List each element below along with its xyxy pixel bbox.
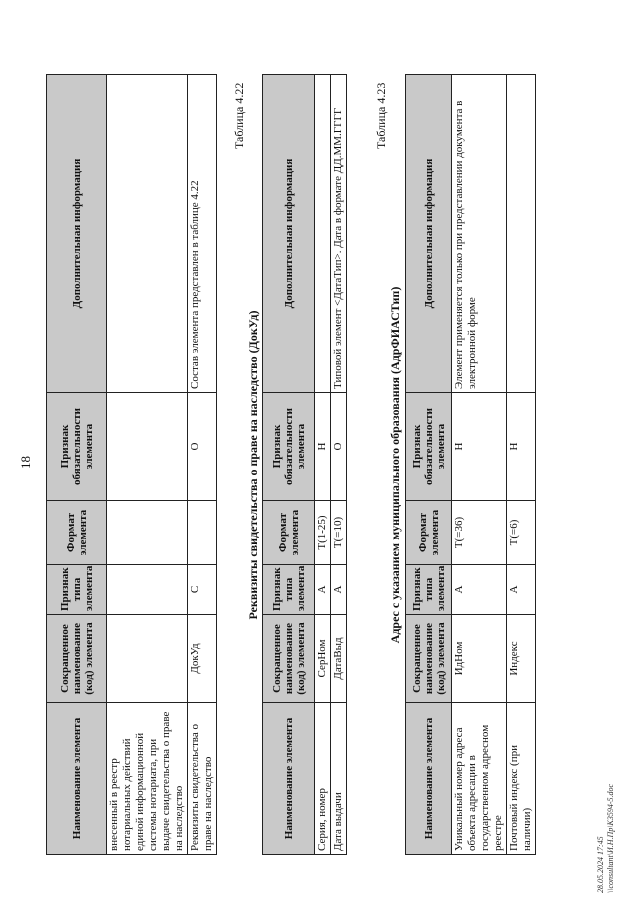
cell-type: А	[452, 565, 507, 615]
cell-name: Почтовый индекс (при наличии)	[507, 703, 536, 855]
footer-timestamp: 28.05.2024 17:45	[596, 836, 605, 893]
table-label-4-22: Таблица 4.22	[232, 82, 246, 149]
page-number: 18	[18, 456, 33, 469]
cell-info	[107, 75, 188, 393]
cell-required: О	[331, 393, 347, 501]
header-required: Признак обязательности элемента	[406, 393, 452, 501]
cell-required: О	[188, 393, 217, 501]
cell-code	[107, 615, 188, 703]
header-required: Признак обязательности элемента	[263, 393, 315, 501]
cell-code: СерНом	[315, 615, 331, 703]
document-footer	[596, 784, 616, 893]
table-4-21-continuation	[46, 74, 217, 855]
cell-required: Н	[315, 393, 331, 501]
cell-name: Реквизиты свидетельства о праве на наследство	[188, 703, 217, 855]
cell-required: Н	[507, 393, 536, 501]
cell-format: T(=6)	[507, 501, 536, 565]
table-label-4-23: Таблица 4.23	[374, 82, 388, 149]
cell-info: Состав элемента представлен в таблице 4.22	[188, 75, 217, 393]
table-row	[331, 75, 347, 855]
table-4-22	[262, 74, 347, 855]
header-name: Наименование элемента	[263, 703, 315, 855]
header-type: Признак типа элемента	[263, 565, 315, 615]
cell-code: ДатаВыд	[331, 615, 347, 703]
cell-code: Индекс	[507, 615, 536, 703]
table-row	[507, 75, 536, 855]
cell-type: А	[315, 565, 331, 615]
cell-type: С	[188, 565, 217, 615]
table-row	[107, 75, 188, 855]
cell-required: Н	[452, 393, 507, 501]
table-caption-4-23: Адрес с указанием муниципального образования (АдрФИАСТип)	[388, 286, 402, 644]
cell-info: Элемент применяется только при представлении документа в электронной форме	[452, 75, 507, 393]
cell-format: T(=10)	[331, 501, 347, 565]
cell-format	[188, 501, 217, 565]
table-row	[188, 75, 217, 855]
header-code: Сокращенное наименование (код) элемента	[47, 615, 107, 703]
header-type: Признак типа элемента	[47, 565, 107, 615]
cell-code: ДокУд	[188, 615, 217, 703]
cell-required	[107, 393, 188, 501]
table-4-23	[405, 74, 536, 855]
header-name: Наименование элемента	[47, 703, 107, 855]
header-code: Сокращенное наименование (код) элемента	[406, 615, 452, 703]
table-row	[452, 75, 507, 855]
header-code: Сокращенное наименование (код) элемента	[263, 615, 315, 703]
cell-info: Типовой элемент <ДатаТип>. Дата в формате ДД.ММ.ГГГГ	[331, 75, 347, 393]
cell-type	[107, 565, 188, 615]
cell-format: T(=36)	[452, 501, 507, 565]
header-info: Дополнительная информация	[263, 75, 315, 393]
footer-filepath: \\consultant\И.Н.Пр\КЗ594-5.doc	[606, 783, 615, 893]
cell-info	[507, 75, 536, 393]
header-format: Формат элемента	[406, 501, 452, 565]
cell-type: А	[507, 565, 536, 615]
cell-name: Дата выдачи	[331, 703, 347, 855]
table-row	[315, 75, 331, 855]
table-caption-4-22: Реквизиты свидетельства о праве на наследство (ДокУд)	[246, 310, 260, 620]
header-type: Признак типа элемента	[406, 565, 452, 615]
cell-name: Серия, номер	[315, 703, 331, 855]
header-name: Наименование элемента	[406, 703, 452, 855]
header-info: Дополнительная информация	[47, 75, 107, 393]
cell-code: ИдНом	[452, 615, 507, 703]
cell-name: внесенный в реестр нотариальных действий единой информационной системы нотариата, при выдаче свидетельства о праве на наследство	[107, 703, 188, 855]
header-format: Формат элемента	[263, 501, 315, 565]
cell-format	[107, 501, 188, 565]
cell-type: А	[331, 565, 347, 615]
cell-name: Уникальный номер адреса объекта адресации в государственном адресном реестре	[452, 703, 507, 855]
cell-format: T(1-25)	[315, 501, 331, 565]
header-required: Признак обязательности элемента	[47, 393, 107, 501]
cell-info	[315, 75, 331, 393]
header-info: Дополнительная информация	[406, 75, 452, 393]
header-format: Формат элемента	[47, 501, 107, 565]
